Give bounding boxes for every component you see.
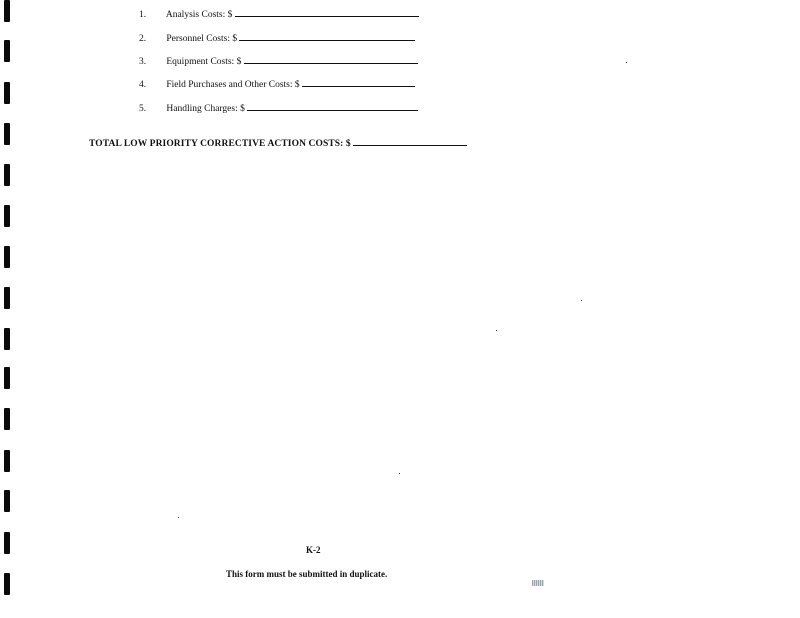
cost-item-personnel [139,32,415,44]
binder-hole-mark [4,328,10,350]
cost-item-label: Handling Charges: $ [166,104,245,114]
cost-item-field-purchases [139,78,415,90]
page-number: K-2 [306,545,321,555]
scan-speck [399,473,400,474]
cost-item-handling [139,102,418,114]
binder-hole-mark [4,82,10,104]
cost-item-label: Equipment Costs: $ [166,57,242,67]
scan-speck [581,300,582,301]
cost-amount-blank[interactable] [247,102,418,111]
scan-speck [496,330,497,331]
scan-speck [626,62,627,63]
binder-hole-mark [4,367,10,389]
cost-item-number: 2. [139,34,147,44]
binder-hole-mark [4,573,10,595]
binder-hole-mark [4,408,10,430]
cost-amount-blank[interactable] [302,78,415,87]
scan-speck [178,517,179,518]
total-amount-blank[interactable] [353,137,467,146]
cost-amount-blank[interactable] [235,8,419,17]
cost-item-analysis [139,8,419,20]
cost-amount-blank[interactable] [244,55,418,64]
cost-item-label: Personnel Costs: $ [166,34,238,44]
binder-hole-mark [4,0,10,22]
cost-item-number: 4. [139,80,147,90]
cost-item-label: Field Purchases and Other Costs: $ [166,80,300,90]
cost-amount-blank[interactable] [239,32,415,41]
total-costs-line [89,137,467,149]
binder-hole-mark [4,205,10,227]
cost-item-equipment [139,55,418,67]
binder-hole-mark [4,532,10,554]
binder-hole-mark [4,246,10,268]
cost-item-number: 5. [139,104,147,114]
duplicate-submission-note: This form must be submitted in duplicate. [226,569,388,579]
cost-item-number: 1. [139,10,147,20]
binder-hole-mark [4,287,10,309]
binder-hole-mark [4,164,10,186]
binder-hole-mark [4,490,10,512]
scan-stamp-mark [532,580,544,586]
cost-item-number: 3. [139,57,147,67]
cost-item-label: Analysis Costs: $ [165,10,233,20]
total-costs-label: TOTAL LOW PRIORITY CORRECTIVE ACTION COSTS: $ [89,139,351,149]
binder-hole-mark [4,40,10,62]
binder-hole-mark [4,123,10,145]
binder-hole-mark [4,450,10,472]
